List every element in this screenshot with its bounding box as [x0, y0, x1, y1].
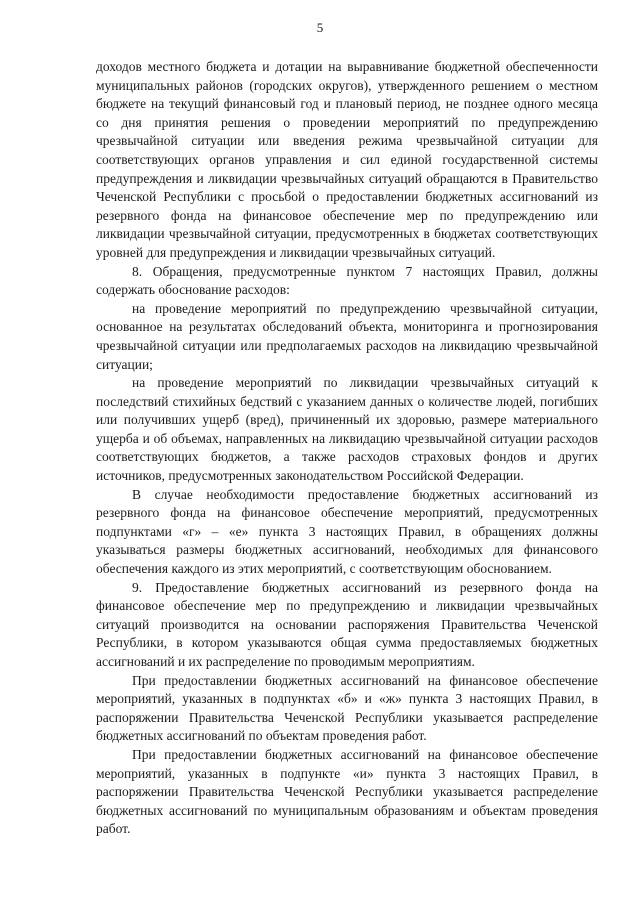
- paragraph-liquidation-costs: на проведение мероприятий по ликвидации чрезвычайных ситуаций к последствий стихийных бедствий с указанием данных о количестве людей, погибших или получивших ущерб (вред), причиненный их здоровью, размере материального ущерба и об объемах, направленных на ликвидацию чрезвычайной ситуации расходов соответствующих бюджетов, а также расходов страховых фондов и других источников, предусмотренных законодательством Российской Федерации.: [96, 375, 598, 484]
- paragraph-allocation-justification: В случае необходимости предоставление бюджетных ассигнований из резервного фонда на финансовое обеспечение мероприятий, предусмотренных подпунктами «г» – «е» пункта 3 настоящих Правил, в обращениях должны указываться размеры бюджетных ассигнований, необходимых для финансового обеспечения каждого из этих мероприятий, с соответствующим обоснованием.: [96, 486, 598, 577]
- paragraph-item-9: 9. Предоставление бюджетных ассигнований из резервного фонда на финансовое обеспечение мер по предупреждению и ликвидации чрезвычайных ситуаций производится на основании распоряжения Правительства Чеченской Республики, в котором указываются общая сумма предоставляемых бюджетных ассигнований и их распределение по проводимым мероприятиям.: [96, 579, 598, 669]
- paragraph-item-8: 8. Обращения, предусмотренные пунктом 7 настоящих Правил, должны содержать обоснование расходов:: [96, 263, 598, 298]
- paragraph-continuation: доходов местного бюджета и дотации на выравнивание бюджетной обеспеченности муниципальных районов (городских округов), утвержденного решением о местном бюджете на текущий финансовый год и плановый период, не позднее одного месяца со дня принятия решения о проведении мероприятий по предупреждению чрезвычайной ситуации или введения режима чрезвычайной ситуации для соответствующих органов управления и сил единой государственной системы предупреждения и ликвидации чрезвычайных ситуаций обращаются в Правительство Чеченской Республики с просьбой о предоставлении бюджетных ассигнований из резервного фонда на финансовое обеспечение мер по предупреждению или ликвидации чрезвычайной ситуации, предусмотренных в бюджетах соответствующих уровней для предупреждения и ликвидации чрезвычайных ситуаций.: [96, 59, 598, 260]
- paragraph-subitem-i: При предоставлении бюджетных ассигнований на финансовое обеспечение мероприятий, указанных в подпункте «и» пункта 3 настоящих Правил, в распоряжении Правительства Чеченской Республики указывается распределение бюджетных ассигнований по муниципальным образованиям и объектам проведения работ.: [96, 746, 598, 837]
- document-body: [96, 58, 598, 839]
- paragraph-subitems-b-zh: При предоставлении бюджетных ассигнований на финансовое обеспечение мероприятий, указанных в подпунктах «б» и «ж» пункта 3 настоящих Правил, в распоряжении Правительства Чеченской Республики указывается распределение бюджетных ассигнований по объектам проведения работ.: [96, 672, 598, 744]
- paragraph-prevention-costs: на проведение мероприятий по предупреждению чрезвычайной ситуации, основанное на результатах обследований объекта, мониторинга и прогнозирования чрезвычайной ситуации или предполагаемых расходов на ликвидацию чрезвычайной ситуации;: [96, 300, 598, 372]
- page-number: 5: [316, 20, 324, 35]
